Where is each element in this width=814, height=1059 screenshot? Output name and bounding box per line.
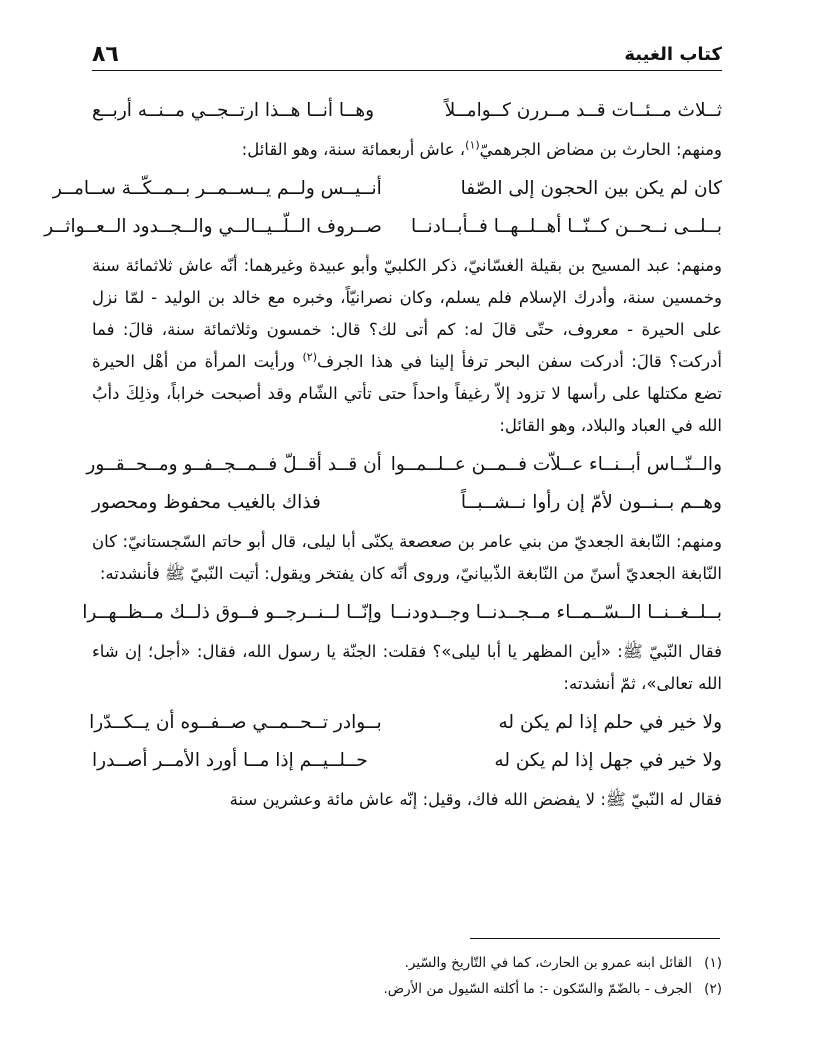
book-title: كتاب الغيبة — [624, 44, 722, 65]
verse-line — [44, 208, 722, 246]
prose-paragraph — [92, 134, 722, 166]
footnote-number: (١) — [704, 955, 722, 971]
verse-line — [52, 170, 722, 208]
verse-second-hemistich: وهــا أنــا هــذا ارتــجــي مــنــه أربــع — [92, 100, 375, 121]
paragraph-text-continued: ، عاش أربعمائة سنة، وهو القائل: — [241, 140, 466, 159]
paragraph-text: فقال له النّبيّ ﷺ: لا يفضض الله فاك، وقيل: إنّه عاش مائة وعشرين سنة — [229, 790, 722, 809]
verse-first-hemistich: كان لم يكن بين الحجون إلى الصّفا — [460, 178, 722, 199]
prose-paragraph — [92, 250, 722, 442]
verse-second-hemistich: صــروف الــلّــيــالــي والــجــدود الــعــواثــر — [44, 216, 382, 237]
page-body — [44, 92, 722, 820]
verse-first-hemistich: بــلــى نــحــن كــنّــا أهــلــهــا فــأبــادنــا — [411, 216, 722, 237]
footnote-marker[interactable]: (٢) — [302, 350, 317, 364]
footnote-item — [92, 976, 722, 1002]
footnote-text: الجرف - بالضّمّ والسّكون -: ما أكلته السّيول من الأرض. — [383, 981, 692, 997]
verse-second-hemistich: حــلــيــم إذا مــا أورد الأمــر أصــدرا — [92, 750, 368, 771]
verse-line — [82, 594, 722, 632]
verse-first-hemistich: ثــلاث مــئــات قــد مــررن كــوامــلاً — [444, 100, 722, 121]
verse-first-hemistich: ولا خير في حلم إذا لم يكن له — [498, 712, 722, 733]
footnote-text: القائل ابنه عمرو بن الحارث، كما في التّاريخ والسّير. — [404, 955, 692, 971]
footnote-number: (٢) — [704, 981, 722, 997]
footnote-item — [92, 950, 722, 976]
footnotes — [92, 950, 722, 1002]
verse-first-hemistich: والــنّــاس أبــنــاء عــلاّت فــمــن عــلــمــوا — [390, 454, 722, 475]
verse-line — [92, 742, 722, 780]
prose-paragraph — [92, 784, 722, 816]
verse-line — [92, 92, 722, 130]
page-number: ٨٦ — [92, 42, 119, 67]
paragraph-text: ومنهم: النّابغة الجعديّ من بني عامر بن صعصعة يكنّى أبا ليلى، قال أبو حاتم السّجستانيّ: كان النّابغة الجعديّ أسنّ من النّابغة الذّبيانيّ، وروى أنّه كان يفتخر ويقول: أتيت النّبيّ ﷺ فأنشدته: — [92, 532, 722, 583]
verse-second-hemistich: أنــيــس ولــم يــســمــر بــمــكّــة ســامــر — [52, 178, 382, 199]
prose-paragraph — [92, 636, 722, 700]
verse-second-hemistich: وإنّــا لــنــرجــو فــوق ذلــك مــظــهــرا — [82, 602, 382, 623]
verse-line — [86, 446, 722, 484]
paragraph-text: ومنهم: عبد المسيح بن بقيلة الغسّانيّ، ذكر الكلبيّ وأبو عبيدة وغيرهما: أنّه عاش ثلاثمائة سنة وخمسين سنة، وأدرك الإسلام فلم يسلم، وكان نصرانيّاً، وخبره مع خالد بن الوليد - لمّا نزل على الحيرة - معروف، حتّى قالَ له: كم أتى لك؟ قال: خمسون وثلاثمائة سنة، قالَ: فما أدركت؟ قالَ: أدركت سفن البحر ترفأ إلينا في هذا الجرف — [92, 256, 722, 371]
page-header — [92, 40, 722, 71]
verse-line — [92, 484, 722, 522]
paragraph-text-continued: ورأيت المرأة من أهْل الحيرة تضع مكتلها على رأسها لا تزود إلاّ رغيفاً واحداً حتى تأتي الشّام وقد أصبحت خراباً، وذلِكَ دأبُ الله في العباد والبلاد، وهو القائل: — [92, 352, 722, 435]
paragraph-text: فقال النّبيّ ﷺ: «أين المظهر يا أبا ليلى»؟ فقلت: الجنّة يا رسول الله، فقال: «أجل؛ إن شاء الله تعالى»، ثمّ أنشدته: — [92, 642, 722, 693]
verse-first-hemistich: بــلــغــنــا الــسّــمــاء مــجــدنــا وجــدودنــا — [390, 602, 722, 623]
verse-line — [89, 704, 722, 742]
prose-paragraph — [92, 526, 722, 590]
verse-first-hemistich: ولا خير في جهل إذا لم يكن له — [494, 750, 722, 771]
verse-second-hemistich: أن قــد أقــلّ فــمــجــفــو ومــحــقــور — [86, 454, 382, 475]
verse-second-hemistich: فذاك بالغيب محفوظ ومحصور — [92, 492, 321, 513]
footnote-marker[interactable]: (١) — [465, 138, 480, 152]
paragraph-text: ومنهم: الحارث بن مضاض الجرهميّ — [479, 140, 722, 159]
verse-first-hemistich: وهــم بــنــون لأمّ إن رأوا نــشــبــاً — [460, 492, 722, 513]
verse-second-hemistich: بــوادر تــحــمــي صــفــوه أن يــكــدّرا — [89, 712, 382, 733]
footnote-divider — [470, 938, 720, 939]
